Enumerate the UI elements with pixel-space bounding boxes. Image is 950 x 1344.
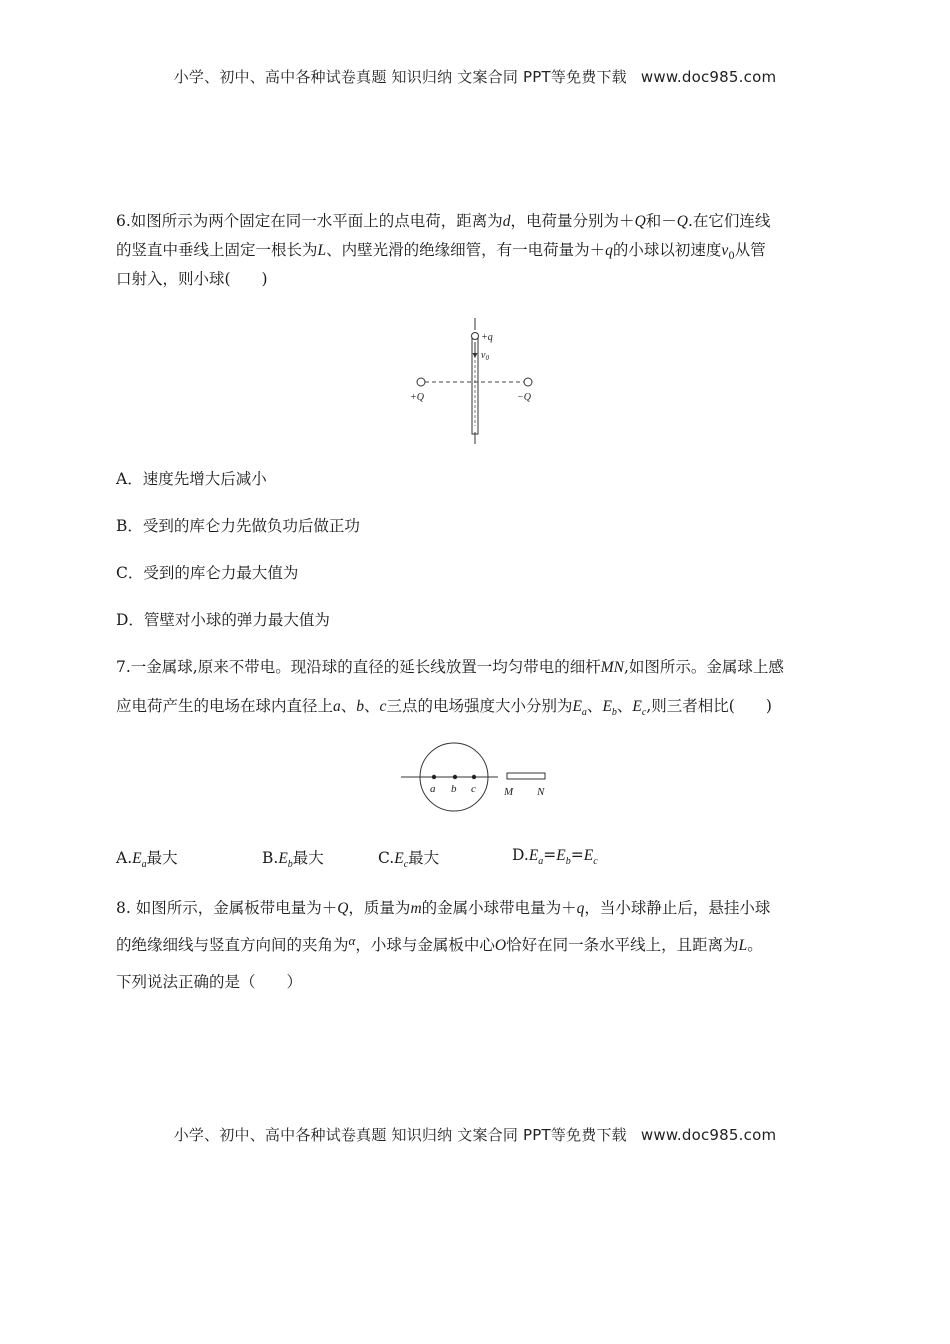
page-header <box>0 66 950 87</box>
q7-option-c[interactable]: $C.E_c$最大 <box>378 849 440 871</box>
q7-line2: 应电荷产生的电场在球内直径上a、b、c三点的电场强度大小分别为$E_a$、$E_b$、$E_c$,则三者相比( ) <box>116 697 772 719</box>
q6-label-v: $v_0$ <box>481 350 489 362</box>
q6-line3: 口射入，则小球( ) <box>116 270 268 288</box>
q6-charge-right <box>524 378 532 386</box>
q6-line2: 的竖直中垂线上固定一根长为L、内壁光滑的绝缘细管，有一电荷量为＋q的小球以初速度$v_0$从管 <box>116 241 766 263</box>
svg-text:M: M <box>504 786 514 798</box>
footer-text: 小学、初中、高中各种试卷真题 知识归纳 文案合同 PPT等免费下载 <box>173 1126 627 1144</box>
svg-text:c: c <box>471 783 476 795</box>
q6-label-q: +q <box>481 332 493 343</box>
q8-line2: 的绝缘细线与竖直方向间的夹角为$^\alpha$，小球与金属板中心O恰好在同一条水平线上，且距离为L。 <box>116 933 763 954</box>
q6-figure <box>405 316 550 446</box>
q6-line1: 6.如图所示为两个固定在同一水平面上的点电荷，距离为d，电荷量分别为＋Q和－Q.在它们连线 <box>116 212 771 230</box>
q7-point-b <box>453 775 457 779</box>
q7-point-c <box>472 775 476 779</box>
q6-label-left: +Q <box>410 392 424 403</box>
page-footer <box>0 1124 950 1145</box>
q8-line3: 下列说法正确的是（ ） <box>116 973 303 991</box>
q7-line1: 7.一金属球,原来不带电。现沿球的直径的延长线放置一均匀带电的细杆MN,如图所示。金属球上感 <box>116 658 784 676</box>
q7-option-d[interactable]: $D.E_a=E_b=E_c$ <box>512 846 598 868</box>
q6-option-d[interactable]: D．管壁对小球的弹力最大值为 <box>116 611 330 629</box>
q7-figure <box>398 740 558 812</box>
q6-option-a[interactable]: A．速度先增大后减小 <box>116 470 267 488</box>
header-url[interactable]: www.doc985.com <box>640 68 777 86</box>
q7-option-b[interactable]: $B.E_b$最大 <box>262 849 324 871</box>
q6-label-right: −Q <box>517 392 531 403</box>
header-text: 小学、初中、高中各种试卷真题 知识归纳 文案合同 PPT等免费下载 <box>173 68 627 86</box>
svg-text:N: N <box>537 786 545 798</box>
svg-text:b: b <box>451 783 457 795</box>
q8-line1: 8. 如图所示，金属板带电量为＋Q，质量为m的金属小球带电量为＋q，当小球静止后，悬挂小球 <box>116 899 771 917</box>
q6-option-c[interactable]: C．受到的库仑力最大值为 <box>116 564 299 582</box>
q7-point-a <box>432 775 436 779</box>
q7-option-a[interactable]: $A.E_a$最大 <box>116 849 178 871</box>
q7-rod-mn <box>507 773 545 779</box>
q6-option-b[interactable]: B．受到的库仑力先做负功后做正功 <box>116 517 360 535</box>
q6-ball <box>472 333 479 340</box>
svg-text:a: a <box>430 783 436 795</box>
footer-url[interactable]: www.doc985.com <box>640 1126 777 1144</box>
q6-charge-left <box>417 378 425 386</box>
